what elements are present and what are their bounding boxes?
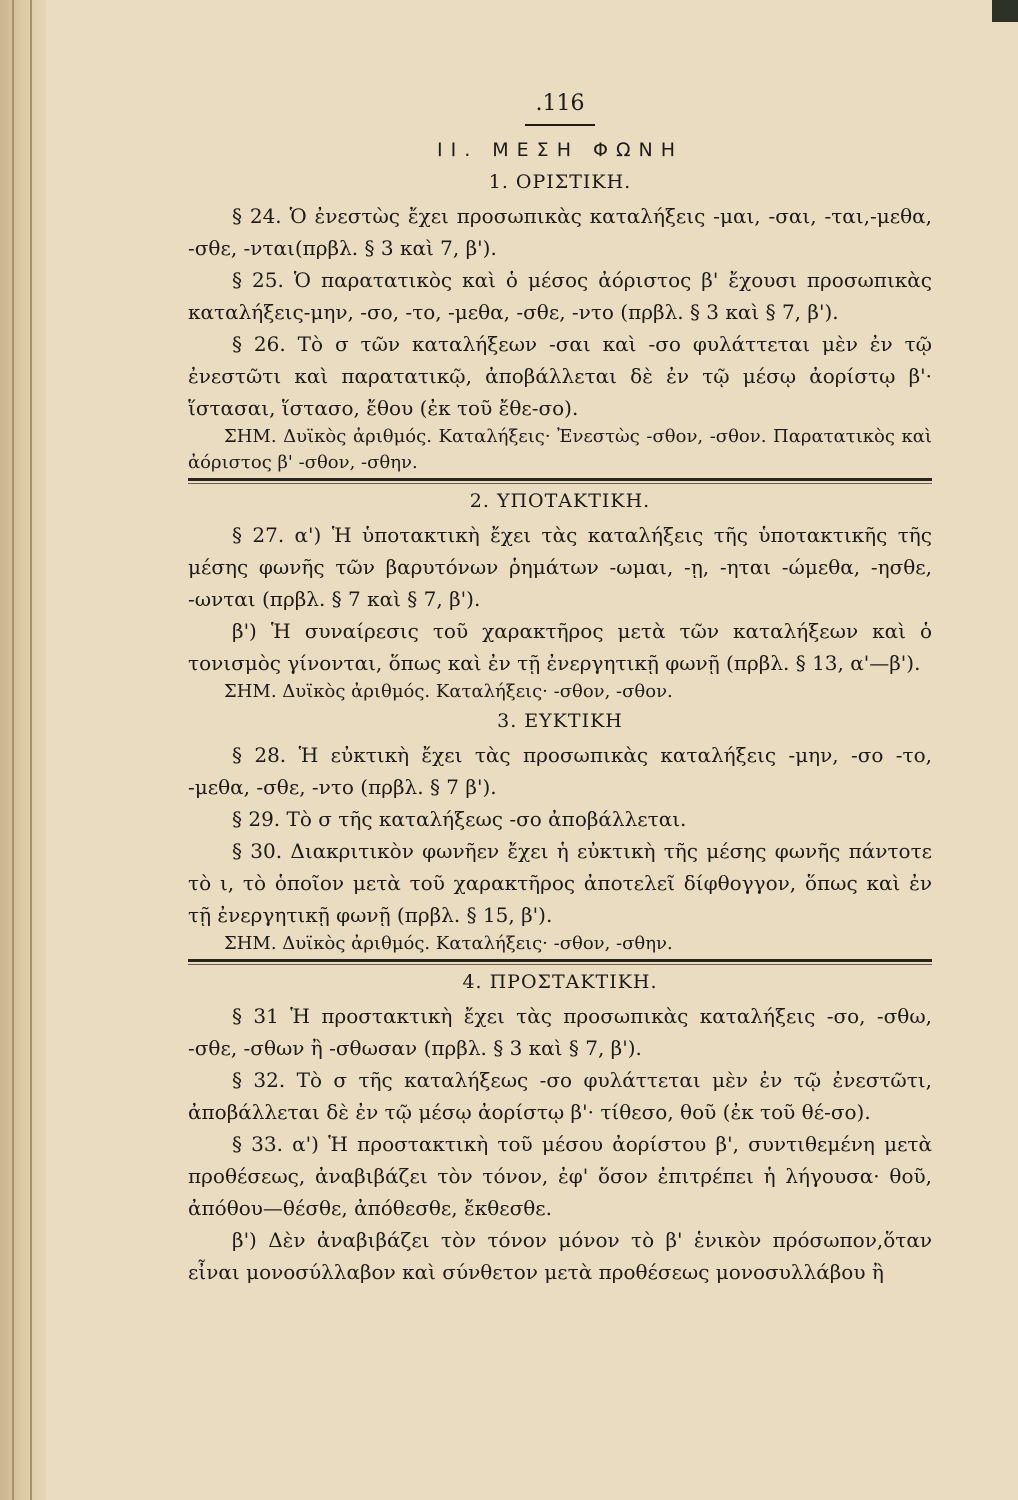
paragraph: § 30. Διακριτικὸν φωνῆεν ἔχει ἡ εὐκτικὴ τῆς μέσης φωνῆς πάντοτε τὸ ι, τὸ ὁποῖον μετὰ τοῦ χαρακτῆρος ἀποτελεῖ δίφθογγον, ὅπως καὶ ἐν τῇ ἐνεργητικῇ φωνῇ (πρβλ. § 15, β').: [188, 839, 932, 927]
section-rule: [188, 964, 932, 965]
section-heading: 1. ΟΡΙΣΤΙΚΗ.: [488, 171, 632, 193]
paragraph: § 31 Ἡ προστακτικὴ ἔχει τὰς προσωπικὰς καταλήξεις -σο, -σθω, -σθε, -σθων ἢ -σθωσαν (πρβλ. § 3 καὶ § 7, β').: [188, 1004, 932, 1060]
paragraph: § 28. Ἡ εὐκτικὴ ἔχει τὰς προσωπικὰς καταλήξεις -μην, -σο -το, -μεθα, -σθε, -ντο (πρβλ. § 7 β').: [188, 743, 932, 799]
page-number: .116: [535, 91, 585, 116]
part-title: ΙΙ. ΜΕΣΗ ΦΩΝΗ: [437, 139, 683, 161]
note: ΣΗΜ. Δυϊκὸς ἀριθμός. Καταλήξεις· -σθον, -σθην.: [224, 933, 673, 954]
note: ΣΗΜ. Δυϊκὸς ἀριθμός. Καταλήξεις· Ἐνεστὼς -σθον, -σθον. Παρατατικὸς καὶ ἀόριστος β' -σθον, -σθην.: [188, 426, 932, 473]
section-heading: 3. ΕΥΚΤΙΚΗ: [497, 710, 623, 732]
section-heading: 4. ΠΡΟΣΤΑΚΤΙΚΗ.: [462, 971, 658, 993]
section-rule: [188, 959, 932, 962]
paragraph: § 26. Τὸ σ τῶν καταλήξεων -σαι καὶ -σο φυλάττεται μὲν ἐν τῷ ἐνεστῶτι καὶ παρατατικῷ, ἀποβάλλεται δὲ ἐν τῷ μέσῳ ἀορίστῳ β'· ἵστασαι, ἵστασο, ἔθου (ἐκ τοῦ ἔθε-σο).: [188, 332, 932, 420]
note: ΣΗΜ. Δυϊκὸς ἀριθμός. Καταλήξεις· -σθον, -σθον.: [224, 681, 673, 702]
paragraph: § 32. Τὸ σ τῆς καταλήξεως -σο φυλάττεται μὲν ἐν τῷ ἐνεστῶτι, ἀποβάλλεται δὲ ἐν τῷ μέσῳ ἀορίστῳ β'· τίθεσο, θοῦ (ἐκ τοῦ θέ-σο).: [188, 1068, 932, 1124]
section-rule: [188, 478, 932, 481]
section-rule: [188, 483, 932, 484]
section-heading: 2. ΥΠΟΤΑΚΤΙΚΗ.: [469, 490, 651, 512]
paragraph: § 29. Τὸ σ τῆς καταλήξεως -σο ἀποβάλλεται.: [232, 807, 687, 831]
corner-tab: [992, 0, 1018, 22]
paragraph: § 24. Ὁ ἐνεστὼς ἔχει προσωπικὰς καταλήξεις -μαι, -σαι, -ται,-μεθα, -σθε, -νται(πρβλ. § 3 καὶ 7, β').: [188, 204, 932, 260]
binding-edge: [12, 0, 14, 1500]
paragraph: β') Δὲν ἀναβιβάζει τὸν τόνον μόνον τὸ β' ἑνικὸν πρόσωπον,ὅταν εἶναι μονοσύλλαβον καὶ σύνθετον μετὰ προθέσεως μονοσυλλάβου ἢ: [188, 1228, 932, 1284]
paragraph: β') Ἡ συναίρεσις τοῦ χαρακτῆρος μετὰ τῶν καταλήξεων καὶ ὁ τονισμὸς γίνονται, ὅπως καὶ ἐν τῇ ἐνεργητικῇ φωνῇ (πρβλ. § 13, α'—β').: [188, 619, 932, 675]
page-body: [188, 88, 932, 1288]
page-number-rule: [525, 124, 595, 126]
paragraph: § 27. α') Ἡ ὑποτακτικὴ ἔχει τὰς καταλήξεις τῆς ὑποτακτικῆς τῆς μέσης φωνῆς τῶν βαρυτόνων ῥημάτων -ωμαι, -ῃ, -ηται -ώμεθα, -ησθε, -ωνται (πρβλ. § 7 καὶ § 7, β').: [188, 523, 932, 611]
paragraph: § 25. Ὁ παρατατικὸς καὶ ὁ μέσος ἀόριστος β' ἔχουσι προσωπικὰς καταλήξεις-μην, -σο, -το, -μεθα, -σθε, -ντο (πρβλ. § 3 καὶ § 7, β').: [188, 268, 932, 324]
book-binding: [0, 0, 46, 1500]
binding-edge: [30, 0, 32, 1500]
paragraph: § 33. α') Ἡ προστακτικὴ τοῦ μέσου ἀορίστου β', συντιθεμένη μετὰ προθέσεως, ἀναβιβάζει τὸν τόνον, ἐφ' ὅσον ἐπιτρέπει ἡ λήγουσα· θοῦ, ἀπόθου—θέσθε, ἀπόθεσθε, ἔκθεσθε.: [188, 1132, 932, 1220]
